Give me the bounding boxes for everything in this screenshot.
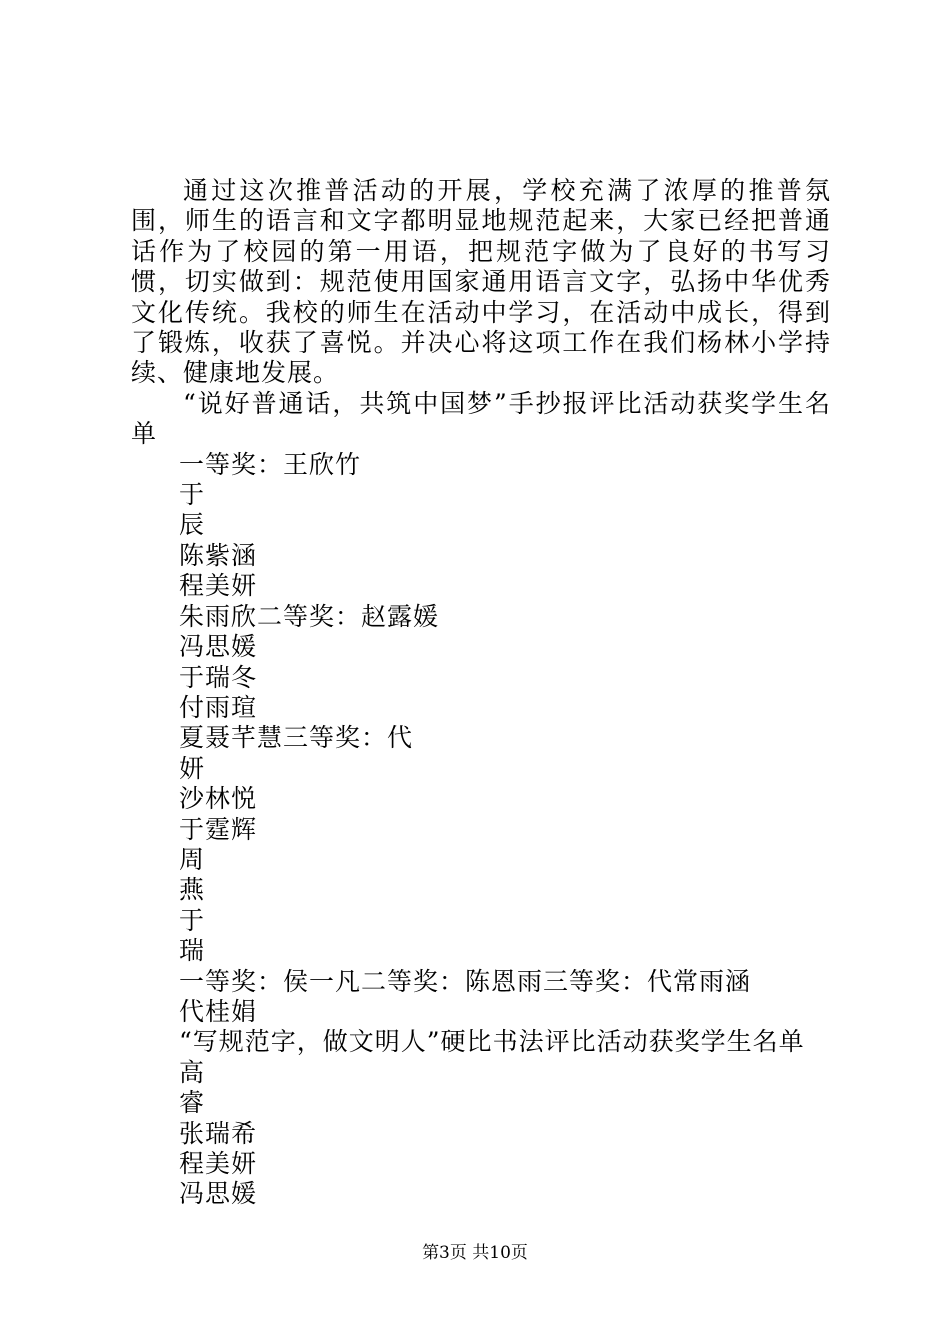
page-footer: 第3页 共10页 bbox=[422, 1243, 528, 1263]
list-line: 于 bbox=[179, 905, 206, 935]
list-line: 高 bbox=[179, 1057, 206, 1087]
list-line: 妍 bbox=[179, 753, 206, 783]
list-line: 张瑞希 bbox=[179, 1118, 258, 1148]
list-line: 冯思媛 bbox=[179, 1179, 258, 1209]
list-line: 程美妍 bbox=[179, 1149, 258, 1178]
list-line: 于霆辉 bbox=[179, 814, 258, 844]
list-line: 代桂娟 bbox=[179, 996, 258, 1026]
list-line: 冯思媛 bbox=[179, 632, 258, 662]
list-line: 一等奖：侯一凡二等奖：陈恩雨三等奖：代常雨涵 bbox=[179, 966, 752, 996]
list-line: 陈紫涵 bbox=[179, 540, 258, 570]
list-line: 夏聂芊慧三等奖：代 bbox=[179, 723, 414, 753]
list-line: 一等奖：王欣竹 bbox=[179, 449, 362, 479]
list-line: 睿 bbox=[179, 1088, 206, 1118]
list-line: 沙林悦 bbox=[179, 784, 258, 814]
list-line: 朱雨欣二等奖：赵露媛 bbox=[179, 601, 440, 631]
list-line: 周 bbox=[179, 844, 206, 874]
intro-paragraph: 通过这次推普活动的开展，学校充满了浓厚的推普氛围，师生的语言和文字都明显地规范起来，大家已经把普通话作为了校园的第一用语，把规范字做为了良好的书写习惯，切实做到：规范使用国家通用语言文字，弘扬中华优秀文化传统。我校的师生在活动中学习，在活动中成长，得到了锻炼，收获了喜悦。并决心将这项工作在我们杨林小学持续、健康地发展。 bbox=[131, 176, 831, 388]
list-line: 辰 bbox=[179, 510, 206, 540]
list-line: 程美妍 bbox=[179, 571, 258, 601]
list-line: 于 bbox=[179, 480, 206, 510]
list2-title: “写规范字，做文明人”硬比书法评比活动获奖学生名单 bbox=[179, 1027, 805, 1057]
list-line: 瑞 bbox=[179, 936, 206, 966]
list-line: 燕 bbox=[179, 875, 206, 905]
document-body bbox=[131, 176, 831, 1210]
list1-title: “说好普通话，共筑中国梦”手抄报评比活动获奖学生名单 bbox=[131, 388, 831, 449]
list-line: 于瑞冬 bbox=[179, 662, 258, 692]
list-line: 付雨瑄 bbox=[179, 692, 258, 722]
